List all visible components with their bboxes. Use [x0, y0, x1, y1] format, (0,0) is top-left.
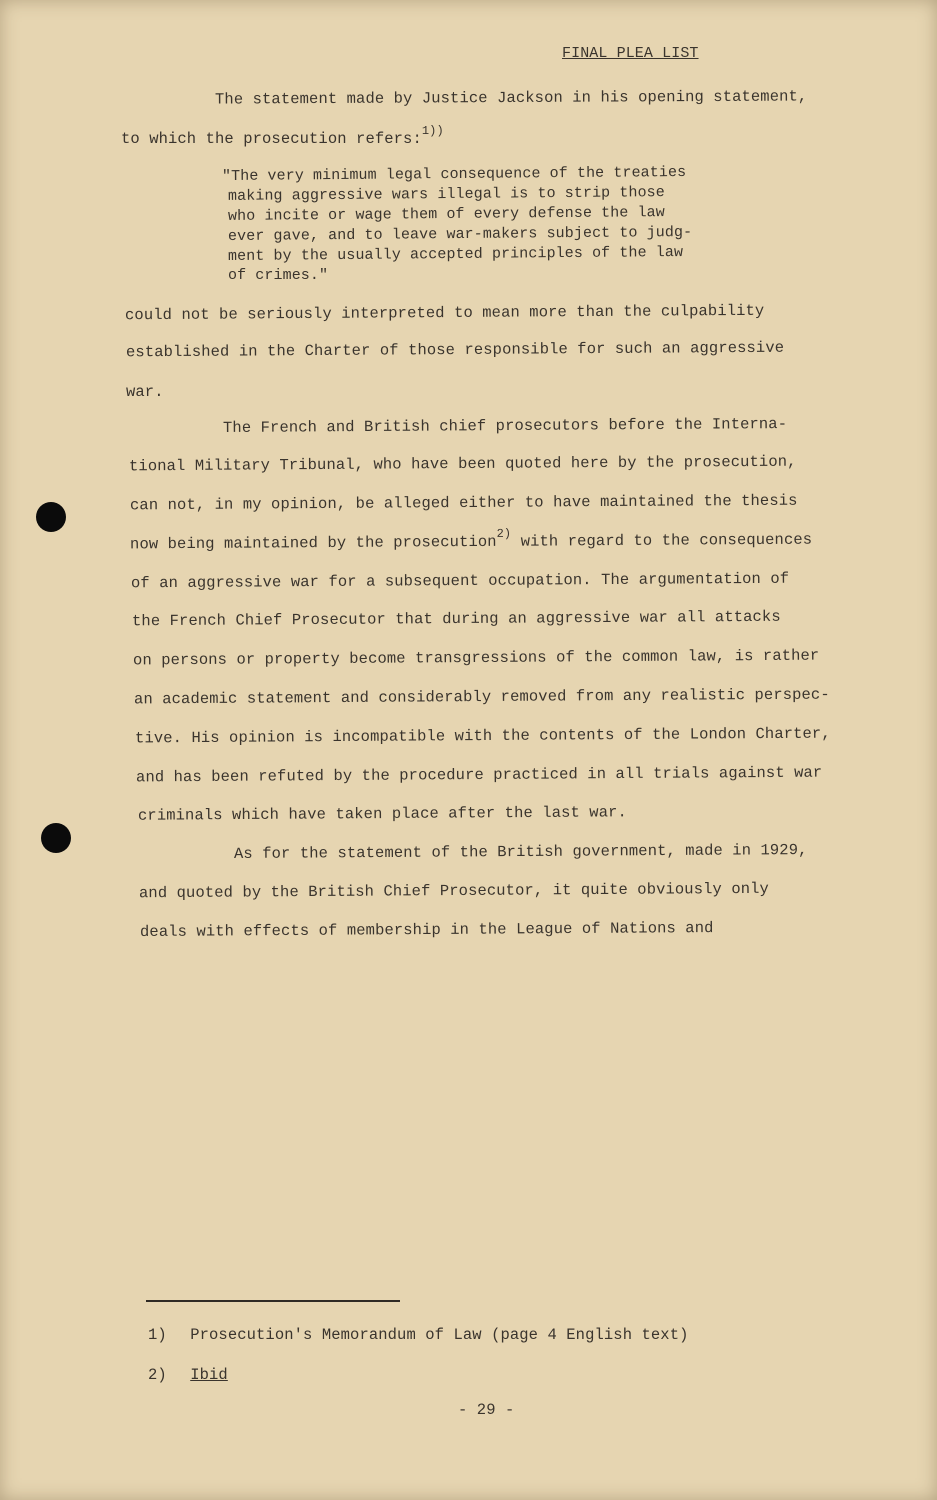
- paragraph-2-line-4-text: now being maintained by the prosecution: [129, 532, 497, 554]
- page-header: FINAL PLEA LIST: [562, 45, 699, 62]
- paragraph-1-line-2: [121, 124, 444, 148]
- quote-line: "The very minimum legal consequence of the treaties: [221, 163, 687, 186]
- footnote-2-text: Ibid: [190, 1366, 228, 1384]
- paragraph-2-line: [129, 526, 813, 554]
- footnote-rule: [146, 1300, 400, 1302]
- quote-line: making aggressive wars illegal is to strip those: [227, 184, 665, 205]
- footnote-1-number: 1): [148, 1326, 167, 1344]
- paragraph-3-line: and quoted by the British Chief Prosecutor, it quite obviously only: [138, 879, 769, 903]
- quote-line: ever gave, and to leave war-makers subject to judg-: [227, 223, 693, 246]
- paragraph-2-line: tional Military Tribunal, who have been quoted here by the prosecution,: [128, 452, 797, 476]
- paragraph-1-cont-line: war.: [126, 383, 164, 401]
- footnote-ref-1: 1)): [421, 124, 444, 138]
- paragraph-2-line: tive. His opinion is incompatible with the contents of the London Charter,: [134, 724, 831, 748]
- paragraph-2-line: criminals which have taken place after the last war.: [137, 803, 627, 825]
- paragraph-1-cont-line: established in the Charter of those responsible for such an aggressive: [125, 338, 785, 362]
- paragraph-1-line-1: The statement made by Justice Jackson in his opening statement,: [214, 87, 808, 109]
- quote-line: who incite or wage them of every defense the law: [227, 204, 665, 225]
- paragraph-2-line-4-text-cont: with regard to the consequences: [511, 530, 813, 551]
- quote-line: of crimes.": [228, 267, 329, 284]
- paragraph-2-line: The French and British chief prosecutors before the Interna-: [222, 415, 788, 437]
- footnote-2-number: 2): [148, 1366, 167, 1384]
- footnote-2: [148, 1366, 228, 1384]
- paragraph-2-line: on persons or property become transgressions of the common law, is rather: [132, 646, 820, 670]
- footnote-ref-2: 2): [496, 526, 512, 541]
- paragraph-1-line-2-text: to which the prosecution refers:: [121, 130, 422, 148]
- paragraph-3-line: As for the statement of the British government, made in 1929,: [233, 840, 808, 864]
- paragraph-2-line: of an aggressive war for a subsequent occupation. The argumentation of: [130, 569, 790, 593]
- punch-hole: [41, 823, 71, 853]
- punch-hole: [36, 502, 66, 532]
- paragraph-2-line: and has been refuted by the procedure practiced in all trials against war: [135, 763, 823, 787]
- quote-line: ment by the usually accepted principles of the law: [227, 244, 684, 265]
- footnote-1: [148, 1326, 689, 1344]
- paragraph-3-line: deals with effects of membership in the League of Nations and: [139, 918, 714, 942]
- paragraph-2-line: can not, in my opinion, be alleged either to have maintained the thesis: [129, 491, 798, 515]
- footnote-1-text: Prosecution's Memorandum of Law (page 4 English text): [190, 1326, 689, 1344]
- paragraph-2-line: an academic statement and considerably removed from any realistic perspec-: [133, 685, 830, 709]
- paragraph-2-line: the French Chief Prosecutor that during an aggressive war all attacks: [131, 607, 781, 631]
- paragraph-1-cont-line: could not be seriously interpreted to mean more than the culpability: [124, 301, 765, 325]
- page-number: - 29 -: [458, 1401, 515, 1419]
